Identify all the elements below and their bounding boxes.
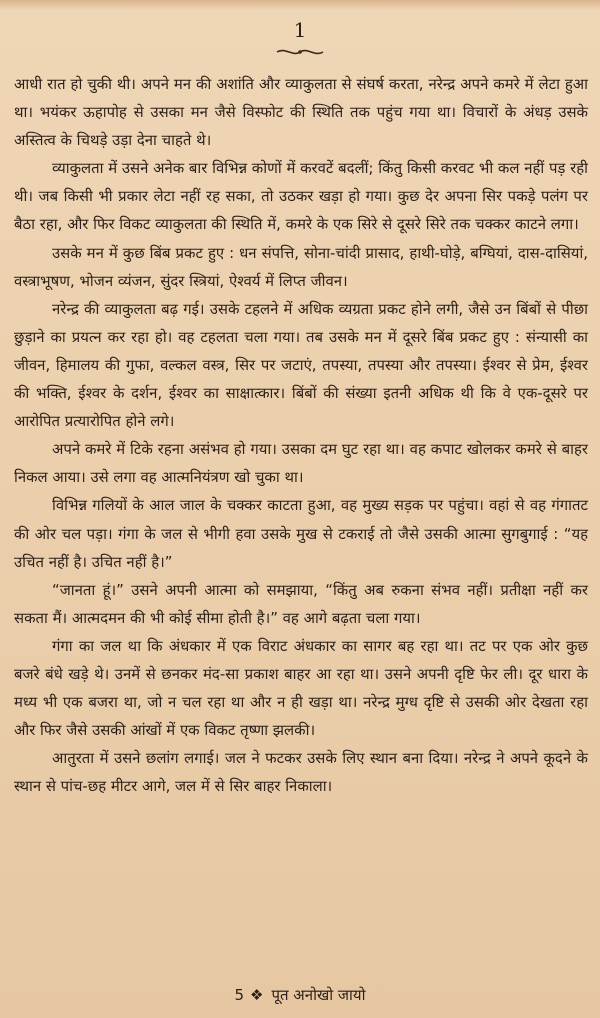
footer-page-number: 5	[234, 986, 245, 1004]
paragraph: विभिन्न गलियों के आल जाल के चक्कर काटता हुआ, वह मुख्य सड़क पर पहुंचा। वहां से वह गंगातट की ओर चल पड़ा। गंगा के जल से भीगी हवा उसके मुख से टकराई तो जैसे उसकी आत्मा सुगबुगाई : “यह उचित नहीं है। उचित नहीं है।”	[14, 496, 588, 571]
page-footer	[0, 985, 600, 1005]
paragraph: उसके मन में कुछ बिंब प्रकट हुए : धन संपत्ति, सोना-चांदी प्रासाद, हाथी-घोड़े, बग्घियां, दास-दासियां, वस्त्राभूषण, भोजन व्यंजन, सुंदर स्त्रियां, ऐश्वर्य में लिप्त जीवन।	[14, 243, 588, 290]
paragraph: आधी रात हो चुकी थी। अपने मन की अशांति और व्याकुलता से संघर्ष करता, नरेन्द्र अपने कमरे में लेटा हुआ था। भयंकर ऊहापोह से उसका मन जैसे विस्फोट की स्थिति तक पहुंच गया था। विचारों के अंधड़ उसके अस्तित्व के चिथड़े उड़ा देना चाहते थे।	[14, 75, 588, 150]
page-top-edge	[0, 0, 600, 10]
paragraph: अपने कमरे में टिके रहना असंभव हो गया। उसका दम घुट रहा था। वह कपाट खोलकर कमरे से बाहर निकल आया। उसे लगा वह आत्मनियंत्रण खो चुका था।	[14, 440, 588, 487]
paragraph: गंगा का जल था कि अंधकार में एक विराट अंधकार का सागर बह रहा था। तट पर एक ओर कुछ बजरे बंधे खड़े थे। उनमें से छनकर मंद-सा प्रकाश बाहर आ रहा था। उसने अपनी दृष्टि फेर ली। दूर धारा के मध्य भी एक बजरा था, जो न चल रहा था और न ही खड़ा था। नरेन्द्र मुग्ध दृष्टि से उसकी ओर देखता रहा और फिर जैसे उसकी आंखों में एक विकट तृष्णा झलकी।	[14, 636, 588, 740]
footer-book-title: पूत अनोखो जायो	[271, 986, 366, 1004]
paragraph: व्याकुलता में उसने अनेक बार विभिन्न कोणों में करवटें बदलीं; किंतु किसी करवट भी कल नहीं पड़ रही थी। जब किसी भी प्रकार लेटा नहीं रह सका, तो उठकर खड़ा हो गया। कुछ देर अपना सिर पकड़े पलंग पर बैठा रहा, और फिर विकट व्याकुलता की स्थिति में, कमरे के एक सिरे से दूसरे सिरे तक चक्कर काटने लगा।	[14, 159, 588, 234]
paragraph: आतुरता में उसने छलांग लगाई। जल ने फटकर उसके लिए स्थान बना दिया। नरेन्द्र ने अपने कूदने के स्थान से पांच-छह मीटर आगे, जल में से सिर बाहर निकाला।	[14, 749, 588, 796]
flourish-divider-icon	[275, 46, 325, 58]
paragraph: नरेन्द्र की व्याकुलता बढ़ गई। उसके टहलने में अधिक व्यग्रता प्रकट होने लगी, जैसे उन बिंबों से पीछा छुड़ाने का प्रयत्न कर रहा हो। वह टहलता चला गया। तब उसके मन में दूसरे बिंब प्रकट हुए : संन्यासी का जीवन, हिमालय की गुफा, वल्कल वस्त्र, सिर पर जटाएं, तपस्या, तपस्या और तपस्या। ईश्वर से प्रेम, ईश्वर की भक्ति, ईश्वर के दर्शन, ईश्वर का साक्षात्कार। बिंबों की संख्या इतनी अधिक थी कि वे एक-दूसरे पर आरोपित प्रत्यारोपित होने लगे।	[14, 299, 588, 431]
chapter-body	[14, 70, 588, 800]
footer-separator-icon: ❖	[250, 986, 264, 1004]
paragraph: “जानता हूं।” उसने अपनी आत्मा को समझाया, “किंतु अब रुकना संभव नहीं। प्रतीक्षा नहीं कर सकता मैं। आत्मदमन की भी कोई सीमा होती है।” वह आगे बढ़ता चला गया।	[14, 580, 588, 627]
page-number: 1	[293, 18, 307, 42]
